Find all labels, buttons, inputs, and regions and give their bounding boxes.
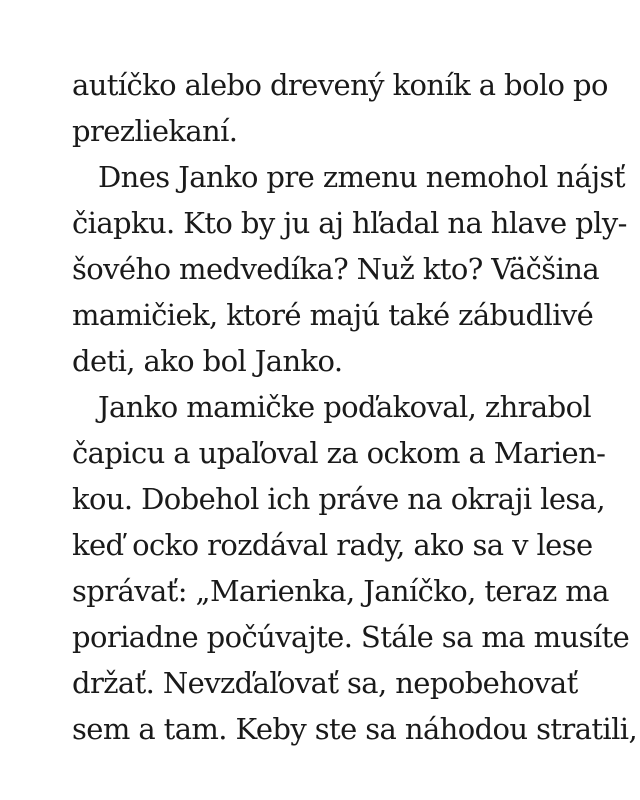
text-line: deti, ako bol Janko.	[72, 344, 343, 378]
text-line: Dnes Janko pre zmenu nemohol nájsť	[98, 160, 625, 194]
text-line: správať: „Marienka, Janíčko, teraz ma	[72, 574, 609, 608]
text-line: Janko mamičke poďakoval, zhrabol	[98, 390, 592, 424]
text-line: autíčko alebo drevený koník a bolo po	[72, 68, 608, 102]
text-line: čiapku. Kto by ju aj hľadal na hlave ply-	[72, 206, 627, 240]
paragraph-1	[72, 62, 608, 154]
text-line: kou. Dobehol ich práve na okraji lesa,	[72, 482, 605, 516]
paragraph-2	[72, 154, 627, 384]
text-line: prezliekaní.	[72, 114, 238, 148]
paragraph-3	[72, 384, 638, 752]
text-line: sem a tam. Keby ste sa náhodou stratili,	[72, 712, 638, 746]
text-line: držať. Nevzďaľovať sa, nepobehovať	[72, 666, 578, 700]
text-line: mamičiek, ktoré majú také zábudlivé	[72, 298, 594, 332]
text-line: čapicu a upaľoval za ockom a Marien-	[72, 436, 606, 470]
text-line: keď ocko rozdával rady, ako sa v lese	[72, 528, 593, 562]
text-line: poriadne počúvajte. Stále sa ma musíte	[72, 620, 630, 654]
text-line: šového medvedíka? Nuž kto? Väčšina	[72, 252, 600, 286]
